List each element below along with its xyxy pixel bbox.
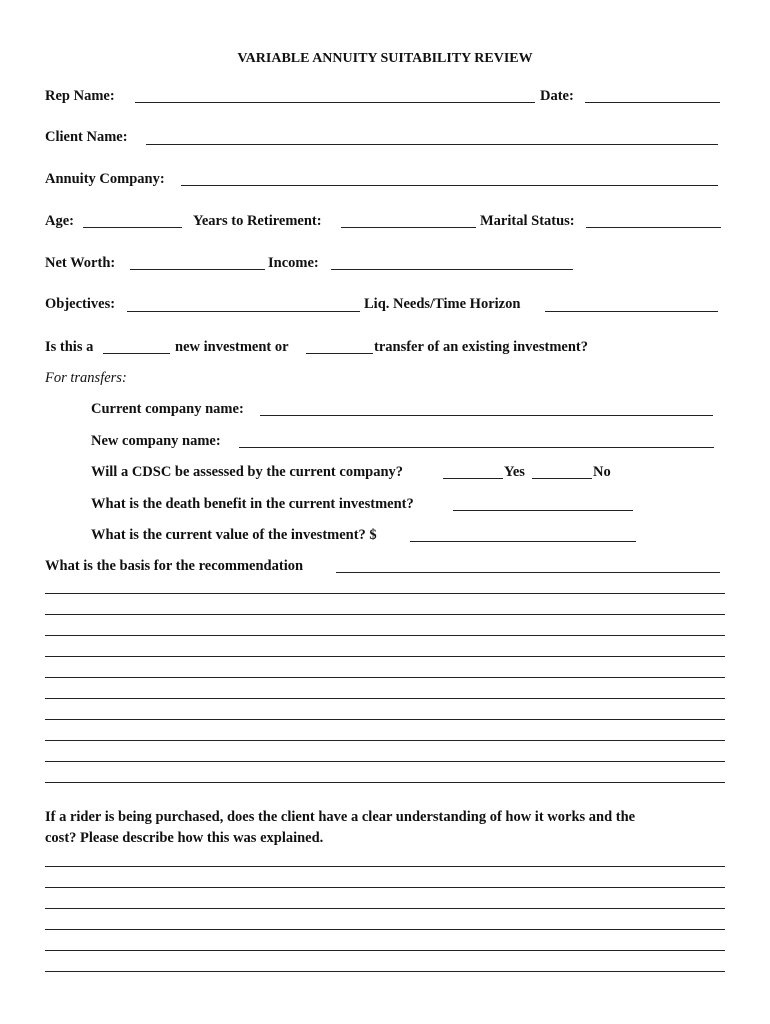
rider-line[interactable] [45, 950, 725, 951]
cdsc-question: Will a CDSC be assessed by the current company? [91, 464, 404, 480]
annuity-company-label: Annuity Company: [45, 171, 165, 187]
income-label: Income: [268, 255, 319, 271]
form-title: VARIABLE ANNUITY SUITABILITY REVIEW [237, 51, 533, 66]
years-to-retirement-field[interactable] [341, 227, 476, 228]
years-to-retirement-label: Years to Retirement: [193, 213, 322, 229]
transfer-field[interactable] [306, 353, 373, 354]
income-field[interactable] [331, 269, 573, 270]
new-investment-field[interactable] [103, 353, 170, 354]
rep-name-field[interactable] [135, 102, 535, 103]
date-label: Date: [540, 88, 574, 104]
net-worth-field[interactable] [130, 269, 265, 270]
liq-needs-label: Liq. Needs/Time Horizon [364, 296, 521, 312]
basis-line[interactable] [45, 698, 725, 699]
cdsc-yes-field[interactable] [443, 478, 503, 479]
is-this-a-label: Is this a [45, 339, 94, 355]
marital-status-label: Marital Status: [480, 213, 575, 229]
rider-question-line2: cost? Please describe how this was explained. [45, 830, 324, 846]
date-field[interactable] [585, 102, 720, 103]
basis-line[interactable] [45, 719, 725, 720]
basis-field[interactable] [336, 572, 720, 573]
basis-line[interactable] [45, 782, 725, 783]
rep-name-label: Rep Name: [45, 88, 115, 104]
objectives-field[interactable] [127, 311, 360, 312]
transfer-label: transfer of an existing investment? [374, 339, 588, 355]
death-benefit-field[interactable] [453, 510, 633, 511]
basis-line[interactable] [45, 614, 725, 615]
new-investment-label: new investment or [175, 339, 289, 355]
age-field[interactable] [83, 227, 182, 228]
objectives-label: Objectives: [45, 296, 116, 312]
current-value-field[interactable] [410, 541, 636, 542]
annuity-company-field[interactable] [181, 185, 718, 186]
current-company-field[interactable] [260, 415, 713, 416]
death-benefit-question: What is the death benefit in the current investment? [91, 496, 414, 512]
rider-line[interactable] [45, 971, 725, 972]
basis-line[interactable] [45, 761, 725, 762]
rider-line[interactable] [45, 866, 725, 867]
rider-line[interactable] [45, 908, 725, 909]
new-company-field[interactable] [239, 447, 714, 448]
basis-line[interactable] [45, 677, 725, 678]
marital-status-field[interactable] [586, 227, 721, 228]
rider-line[interactable] [45, 929, 725, 930]
basis-line[interactable] [45, 593, 725, 594]
current-value-question: What is the current value of the investment? $ [91, 527, 377, 543]
age-label: Age: [45, 213, 74, 229]
for-transfers-label: For transfers: [45, 370, 127, 386]
rider-question-line1: If a rider is being purchased, does the client have a clear understanding of how it works and the [45, 809, 636, 825]
client-name-label: Client Name: [45, 129, 128, 145]
liq-needs-field[interactable] [545, 311, 718, 312]
basis-line[interactable] [45, 740, 725, 741]
net-worth-label: Net Worth: [45, 255, 116, 271]
current-company-label: Current company name: [91, 401, 244, 417]
basis-line[interactable] [45, 656, 725, 657]
rider-line[interactable] [45, 887, 725, 888]
cdsc-no-label: No [593, 464, 611, 480]
client-name-field[interactable] [146, 144, 718, 145]
new-company-label: New company name: [91, 433, 221, 449]
cdsc-no-field[interactable] [532, 478, 592, 479]
cdsc-yes-label: Yes [504, 464, 525, 480]
basis-question: What is the basis for the recommendation [45, 558, 304, 574]
basis-line[interactable] [45, 635, 725, 636]
